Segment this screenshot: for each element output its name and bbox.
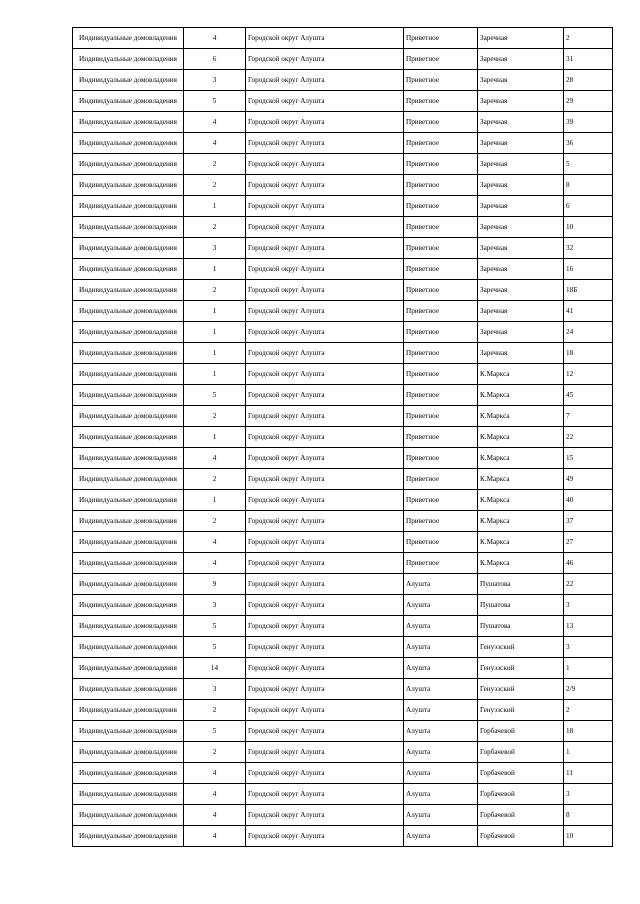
table-row <box>73 154 613 175</box>
cell-street: Заречная <box>478 322 564 343</box>
cell-building-type: Индивидуальные домовладения <box>73 385 184 406</box>
cell-street: Заречная <box>478 133 564 154</box>
cell-locality: Приветное <box>404 154 478 175</box>
cell-building-type: Индивидуальные домовладения <box>73 175 184 196</box>
cell-locality: Приветное <box>404 427 478 448</box>
cell-district: Городской округ Алушта <box>246 616 404 637</box>
cell-house-number: 7 <box>564 406 613 427</box>
cell-count: 2 <box>184 742 246 763</box>
cell-locality: Алушта <box>404 595 478 616</box>
cell-district: Городской округ Алушта <box>246 343 404 364</box>
cell-count: 3 <box>184 679 246 700</box>
table-body <box>73 28 613 847</box>
cell-street: Заречная <box>478 343 564 364</box>
cell-district: Городской округ Алушта <box>246 553 404 574</box>
cell-house-number: 39 <box>564 112 613 133</box>
cell-street: Заречная <box>478 175 564 196</box>
cell-locality: Алушта <box>404 721 478 742</box>
cell-count: 5 <box>184 637 246 658</box>
table-row <box>73 49 613 70</box>
cell-building-type: Индивидуальные домовладения <box>73 91 184 112</box>
table-row <box>73 679 613 700</box>
cell-locality: Приветное <box>404 532 478 553</box>
table-row <box>73 364 613 385</box>
cell-street: К.Маркса <box>478 448 564 469</box>
cell-street: К.Маркса <box>478 553 564 574</box>
cell-district: Городской округ Алушта <box>246 658 404 679</box>
table-row <box>73 742 613 763</box>
cell-district: Городской округ Алушта <box>246 133 404 154</box>
cell-building-type: Индивидуальные домовладения <box>73 406 184 427</box>
cell-locality: Алушта <box>404 679 478 700</box>
cell-street: Пушатова <box>478 595 564 616</box>
cell-building-type: Индивидуальные домовладения <box>73 280 184 301</box>
cell-locality: Приветное <box>404 490 478 511</box>
table-row <box>73 595 613 616</box>
table-row <box>73 721 613 742</box>
cell-count: 2 <box>184 469 246 490</box>
cell-district: Городской округ Алушта <box>246 427 404 448</box>
cell-building-type: Индивидуальные домовладения <box>73 490 184 511</box>
cell-district: Городской округ Алушта <box>246 805 404 826</box>
table-row <box>73 385 613 406</box>
cell-street: Заречная <box>478 154 564 175</box>
cell-street: Заречная <box>478 280 564 301</box>
table-row <box>73 133 613 154</box>
cell-locality: Алушта <box>404 784 478 805</box>
cell-house-number: 46 <box>564 553 613 574</box>
table-row <box>73 343 613 364</box>
cell-street: К.Маркса <box>478 490 564 511</box>
cell-house-number: 10 <box>564 826 613 847</box>
cell-locality: Приветное <box>404 175 478 196</box>
table-row <box>73 490 613 511</box>
cell-district: Городской округ Алушта <box>246 406 404 427</box>
cell-count: 2 <box>184 511 246 532</box>
cell-locality: Приветное <box>404 133 478 154</box>
cell-house-number: 18 <box>564 721 613 742</box>
cell-building-type: Индивидуальные домовладения <box>73 532 184 553</box>
cell-building-type: Индивидуальные домовладения <box>73 448 184 469</box>
cell-house-number: 8 <box>564 805 613 826</box>
cell-district: Городской округ Алушта <box>246 112 404 133</box>
cell-count: 1 <box>184 343 246 364</box>
cell-building-type: Индивидуальные домовладения <box>73 259 184 280</box>
cell-house-number: 2 <box>564 28 613 49</box>
cell-house-number: 37 <box>564 511 613 532</box>
cell-street: К.Маркса <box>478 385 564 406</box>
cell-building-type: Индивидуальные домовладения <box>73 364 184 385</box>
cell-building-type: Индивидуальные домовладения <box>73 679 184 700</box>
cell-district: Городской округ Алушта <box>246 490 404 511</box>
cell-street: Пушатова <box>478 616 564 637</box>
cell-house-number: 49 <box>564 469 613 490</box>
cell-house-number: 22 <box>564 574 613 595</box>
cell-street: К.Маркса <box>478 364 564 385</box>
table-row <box>73 700 613 721</box>
cell-locality: Приветное <box>404 385 478 406</box>
cell-count: 4 <box>184 112 246 133</box>
cell-district: Городской округ Алушта <box>246 175 404 196</box>
cell-building-type: Индивидуальные домовладения <box>73 511 184 532</box>
cell-district: Городской округ Алушта <box>246 280 404 301</box>
cell-house-number: 40 <box>564 490 613 511</box>
cell-street: Горбачевой <box>478 742 564 763</box>
cell-house-number: 27 <box>564 532 613 553</box>
cell-house-number: 8 <box>564 175 613 196</box>
cell-count: 2 <box>184 406 246 427</box>
cell-locality: Приветное <box>404 238 478 259</box>
cell-street: Заречная <box>478 301 564 322</box>
cell-house-number: 18Б <box>564 280 613 301</box>
cell-building-type: Индивидуальные домовладения <box>73 784 184 805</box>
cell-district: Городской округ Алушта <box>246 700 404 721</box>
cell-count: 1 <box>184 259 246 280</box>
table-row <box>73 637 613 658</box>
cell-count: 4 <box>184 784 246 805</box>
cell-count: 4 <box>184 826 246 847</box>
cell-house-number: 29 <box>564 91 613 112</box>
cell-house-number: 36 <box>564 133 613 154</box>
table-row <box>73 448 613 469</box>
cell-district: Городской округ Алушта <box>246 511 404 532</box>
cell-count: 5 <box>184 385 246 406</box>
cell-count: 4 <box>184 805 246 826</box>
cell-district: Городской округ Алушта <box>246 91 404 112</box>
cell-count: 2 <box>184 280 246 301</box>
cell-district: Городской округ Алушта <box>246 259 404 280</box>
cell-district: Городской округ Алушта <box>246 763 404 784</box>
cell-locality: Приветное <box>404 49 478 70</box>
cell-count: 9 <box>184 574 246 595</box>
cell-street: Горбачевой <box>478 763 564 784</box>
cell-house-number: 3 <box>564 595 613 616</box>
cell-count: 4 <box>184 532 246 553</box>
cell-street: К.Маркса <box>478 469 564 490</box>
cell-district: Городской округ Алушта <box>246 28 404 49</box>
cell-count: 1 <box>184 427 246 448</box>
cell-building-type: Индивидуальные домовладения <box>73 427 184 448</box>
table-row <box>73 763 613 784</box>
cell-locality: Приветное <box>404 469 478 490</box>
cell-building-type: Индивидуальные домовладения <box>73 133 184 154</box>
table-row <box>73 553 613 574</box>
cell-district: Городской округ Алушта <box>246 448 404 469</box>
table-row <box>73 805 613 826</box>
cell-locality: Приветное <box>404 112 478 133</box>
cell-building-type: Индивидуальные домовладения <box>73 616 184 637</box>
cell-street: Заречная <box>478 91 564 112</box>
table-row <box>73 301 613 322</box>
cell-locality: Алушта <box>404 763 478 784</box>
table-row <box>73 70 613 91</box>
cell-locality: Приветное <box>404 322 478 343</box>
cell-building-type: Индивидуальные домовладения <box>73 70 184 91</box>
cell-district: Городской округ Алушта <box>246 154 404 175</box>
cell-house-number: 2 <box>564 700 613 721</box>
cell-building-type: Индивидуальные домовладения <box>73 28 184 49</box>
table-row <box>73 28 613 49</box>
cell-house-number: 5 <box>564 154 613 175</box>
cell-district: Городской округ Алушта <box>246 238 404 259</box>
cell-street: К.Маркса <box>478 511 564 532</box>
cell-count: 4 <box>184 28 246 49</box>
cell-locality: Приветное <box>404 28 478 49</box>
cell-district: Городской округ Алушта <box>246 595 404 616</box>
cell-district: Городской округ Алушта <box>246 532 404 553</box>
cell-locality: Алушта <box>404 826 478 847</box>
cell-house-number: 13 <box>564 616 613 637</box>
cell-building-type: Индивидуальные домовладения <box>73 805 184 826</box>
table-row <box>73 175 613 196</box>
cell-locality: Алушта <box>404 574 478 595</box>
cell-house-number: 28 <box>564 70 613 91</box>
cell-house-number: 16 <box>564 259 613 280</box>
table-row <box>73 217 613 238</box>
cell-building-type: Индивидуальные домовладения <box>73 343 184 364</box>
table-row <box>73 112 613 133</box>
cell-street: Заречная <box>478 196 564 217</box>
cell-house-number: 1 <box>564 742 613 763</box>
cell-building-type: Индивидуальные домовладения <box>73 574 184 595</box>
cell-district: Городской округ Алушта <box>246 301 404 322</box>
cell-locality: Приветное <box>404 364 478 385</box>
table-row <box>73 469 613 490</box>
cell-street: К.Маркса <box>478 532 564 553</box>
cell-house-number: 22 <box>564 427 613 448</box>
cell-count: 3 <box>184 595 246 616</box>
cell-locality: Алушта <box>404 700 478 721</box>
cell-district: Городской округ Алушта <box>246 784 404 805</box>
cell-building-type: Индивидуальные домовладения <box>73 154 184 175</box>
cell-count: 2 <box>184 175 246 196</box>
cell-building-type: Индивидуальные домовладения <box>73 49 184 70</box>
cell-street: Горбачевой <box>478 721 564 742</box>
cell-building-type: Индивидуальные домовладения <box>73 196 184 217</box>
cell-district: Городской округ Алушта <box>246 364 404 385</box>
cell-street: Заречная <box>478 28 564 49</box>
cell-street: К.Маркса <box>478 427 564 448</box>
cell-district: Городской округ Алушта <box>246 49 404 70</box>
table-row <box>73 406 613 427</box>
cell-house-number: 24 <box>564 322 613 343</box>
cell-locality: Приветное <box>404 196 478 217</box>
cell-district: Городской округ Алушта <box>246 826 404 847</box>
cell-street: Заречная <box>478 259 564 280</box>
cell-building-type: Индивидуальные домовладения <box>73 826 184 847</box>
cell-count: 2 <box>184 700 246 721</box>
cell-locality: Алушта <box>404 658 478 679</box>
cell-building-type: Индивидуальные домовладения <box>73 721 184 742</box>
cell-street: К.Маркса <box>478 406 564 427</box>
cell-house-number: 11 <box>564 763 613 784</box>
cell-locality: Приветное <box>404 301 478 322</box>
cell-count: 4 <box>184 448 246 469</box>
cell-building-type: Индивидуальные домовладения <box>73 742 184 763</box>
cell-street: Генуэзский <box>478 700 564 721</box>
cell-building-type: Индивидуальные домовладения <box>73 658 184 679</box>
table-row <box>73 238 613 259</box>
table-row <box>73 784 613 805</box>
cell-street: Горбачевой <box>478 805 564 826</box>
table-row <box>73 574 613 595</box>
cell-count: 4 <box>184 133 246 154</box>
cell-district: Городской округ Алушта <box>246 385 404 406</box>
cell-building-type: Индивидуальные домовладения <box>73 595 184 616</box>
cell-building-type: Индивидуальные домовладения <box>73 469 184 490</box>
cell-building-type: Индивидуальные домовладения <box>73 112 184 133</box>
cell-locality: Приветное <box>404 70 478 91</box>
cell-street: Горбачевой <box>478 784 564 805</box>
cell-street: Заречная <box>478 70 564 91</box>
cell-locality: Приветное <box>404 511 478 532</box>
cell-count: 2 <box>184 217 246 238</box>
cell-district: Городской округ Алушта <box>246 217 404 238</box>
cell-building-type: Индивидуальные домовладения <box>73 217 184 238</box>
cell-street: Генуэзский <box>478 679 564 700</box>
table-row <box>73 196 613 217</box>
cell-house-number: 32 <box>564 238 613 259</box>
cell-locality: Алушта <box>404 742 478 763</box>
cell-district: Городской округ Алушта <box>246 196 404 217</box>
cell-count: 2 <box>184 154 246 175</box>
cell-count: 6 <box>184 49 246 70</box>
table-row <box>73 826 613 847</box>
cell-house-number: 3 <box>564 784 613 805</box>
cell-count: 1 <box>184 364 246 385</box>
housing-table <box>72 27 613 847</box>
cell-street: Заречная <box>478 217 564 238</box>
cell-locality: Приветное <box>404 406 478 427</box>
cell-building-type: Индивидуальные домовладения <box>73 238 184 259</box>
cell-district: Городской округ Алушта <box>246 469 404 490</box>
cell-locality: Приветное <box>404 553 478 574</box>
cell-building-type: Индивидуальные домовладения <box>73 322 184 343</box>
cell-building-type: Индивидуальные домовладения <box>73 553 184 574</box>
cell-count: 5 <box>184 721 246 742</box>
table-row <box>73 91 613 112</box>
cell-count: 4 <box>184 553 246 574</box>
cell-building-type: Индивидуальные домовладения <box>73 637 184 658</box>
cell-street: Горбачевой <box>478 826 564 847</box>
table-row <box>73 511 613 532</box>
cell-count: 1 <box>184 301 246 322</box>
table-row <box>73 427 613 448</box>
cell-count: 5 <box>184 91 246 112</box>
cell-street: Генуэзский <box>478 658 564 679</box>
cell-street: Заречная <box>478 238 564 259</box>
cell-street: Генуэзский <box>478 637 564 658</box>
cell-house-number: 45 <box>564 385 613 406</box>
cell-house-number: 6 <box>564 196 613 217</box>
cell-locality: Алушта <box>404 805 478 826</box>
cell-house-number: 10 <box>564 217 613 238</box>
cell-locality: Приветное <box>404 343 478 364</box>
cell-count: 3 <box>184 238 246 259</box>
cell-district: Городской округ Алушта <box>246 70 404 91</box>
cell-district: Городской округ Алушта <box>246 742 404 763</box>
cell-house-number: 15 <box>564 448 613 469</box>
cell-count: 3 <box>184 70 246 91</box>
cell-district: Городской округ Алушта <box>246 679 404 700</box>
cell-count: 14 <box>184 658 246 679</box>
cell-locality: Приветное <box>404 280 478 301</box>
cell-house-number: 3 <box>564 637 613 658</box>
table-row <box>73 658 613 679</box>
cell-count: 5 <box>184 616 246 637</box>
cell-house-number: 31 <box>564 49 613 70</box>
cell-count: 1 <box>184 322 246 343</box>
cell-count: 1 <box>184 490 246 511</box>
cell-count: 1 <box>184 196 246 217</box>
table-row <box>73 259 613 280</box>
table-row <box>73 322 613 343</box>
cell-building-type: Индивидуальные домовладения <box>73 763 184 784</box>
cell-house-number: 41 <box>564 301 613 322</box>
cell-house-number: 1 <box>564 658 613 679</box>
cell-district: Городской округ Алушта <box>246 574 404 595</box>
cell-locality: Приветное <box>404 217 478 238</box>
cell-building-type: Индивидуальные домовладения <box>73 700 184 721</box>
cell-count: 4 <box>184 763 246 784</box>
cell-street: Пушатова <box>478 574 564 595</box>
cell-locality: Приветное <box>404 448 478 469</box>
cell-locality: Алушта <box>404 616 478 637</box>
cell-house-number: 12 <box>564 364 613 385</box>
cell-locality: Приветное <box>404 91 478 112</box>
cell-house-number: 18 <box>564 343 613 364</box>
cell-locality: Алушта <box>404 637 478 658</box>
cell-district: Городской округ Алушта <box>246 637 404 658</box>
cell-street: Заречная <box>478 49 564 70</box>
cell-district: Городской округ Алушта <box>246 721 404 742</box>
cell-building-type: Индивидуальные домовладения <box>73 301 184 322</box>
table-row <box>73 532 613 553</box>
cell-street: Заречная <box>478 112 564 133</box>
cell-district: Городской округ Алушта <box>246 322 404 343</box>
table-row <box>73 280 613 301</box>
table-row <box>73 616 613 637</box>
cell-locality: Приветное <box>404 259 478 280</box>
cell-house-number: 2/9 <box>564 679 613 700</box>
